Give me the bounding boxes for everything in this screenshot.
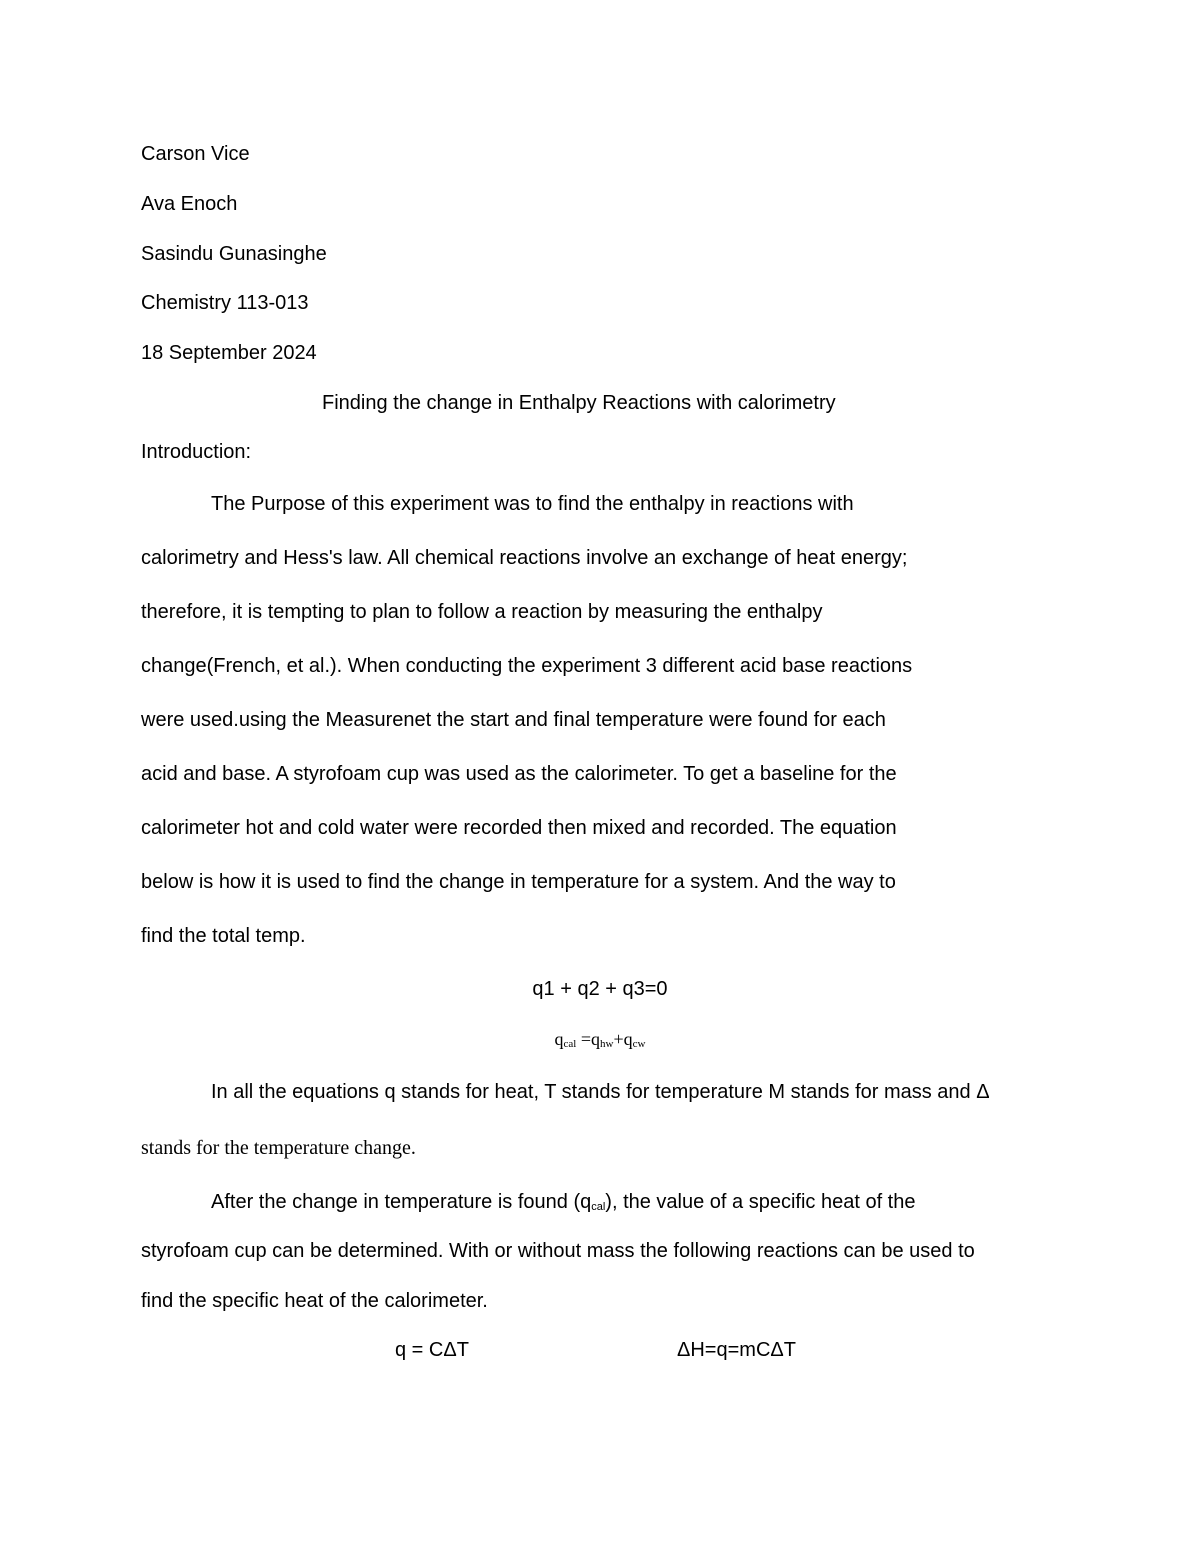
equation-heat-capacity: q = CΔT — [395, 1339, 469, 1361]
paragraph-line — [211, 1190, 915, 1219]
eq-q: q — [554, 1029, 564, 1049]
equation-heat-sum: q1 + q2 + q3=0 — [532, 978, 668, 1000]
document-date: 18 September 2024 — [141, 342, 317, 364]
paragraph-line: acid and base. A styrofoam cup was used as the calorimeter. To get a baseline for the — [141, 763, 897, 785]
eq-subscript: hw — [600, 1038, 614, 1050]
paragraph-line: therefore, it is tempting to plan to follow a reaction by measuring the enthalpy — [141, 601, 823, 623]
paragraph-line: calorimeter hot and cold water were recorded then mixed and recorded. The equation — [141, 817, 897, 839]
paragraph-line: change(French, et al.). When conducting the experiment 3 different acid base reactions — [141, 655, 913, 677]
equation-calorimeter-heat — [0, 1027, 1200, 1056]
document-title: Finding the change in Enthalpy Reactions with calorimetry — [322, 392, 836, 414]
paragraph-line: below is how it is used to find the change in temperature for a system. And the way to — [141, 871, 896, 893]
text-run: After the change in temperature is found (q — [211, 1191, 592, 1213]
text-run: ), the value of a specific heat of the — [605, 1191, 916, 1213]
eq-subscript: cal — [563, 1038, 577, 1050]
paragraph-line: calorimetry and Hess's law. All chemical reactions involve an exchange of heat energy; — [141, 547, 908, 569]
paragraph-line: find the total temp. — [141, 925, 306, 947]
eq-text: =q — [576, 1029, 601, 1049]
eq-subscript: cw — [632, 1038, 646, 1050]
equation-enthalpy: ΔH=q=mCΔT — [677, 1339, 796, 1361]
paragraph-line: styrofoam cup can be determined. With or without mass the following reactions can be used to — [141, 1240, 975, 1262]
paragraph-line: The Purpose of this experiment was to find the enthalpy in reactions with — [211, 493, 854, 515]
paragraph-line: stands for the temperature change. — [141, 1137, 416, 1159]
paragraph-line: In all the equations q stands for heat, T stands for temperature M stands for mass and Δ — [211, 1081, 990, 1103]
paragraph-line: were used.using the Measurenet the start and final temperature were found for each — [141, 709, 886, 731]
author-name: Sasindu Gunasinghe — [141, 243, 327, 265]
course-name: Chemistry 113-013 — [141, 292, 309, 314]
author-name: Carson Vice — [141, 143, 250, 165]
subscript: cal — [591, 1201, 606, 1213]
paragraph-line: find the specific heat of the calorimeter. — [141, 1290, 488, 1312]
eq-text: +q — [613, 1029, 633, 1049]
section-heading: Introduction: — [141, 441, 252, 463]
author-name: Ava Enoch — [141, 193, 238, 215]
